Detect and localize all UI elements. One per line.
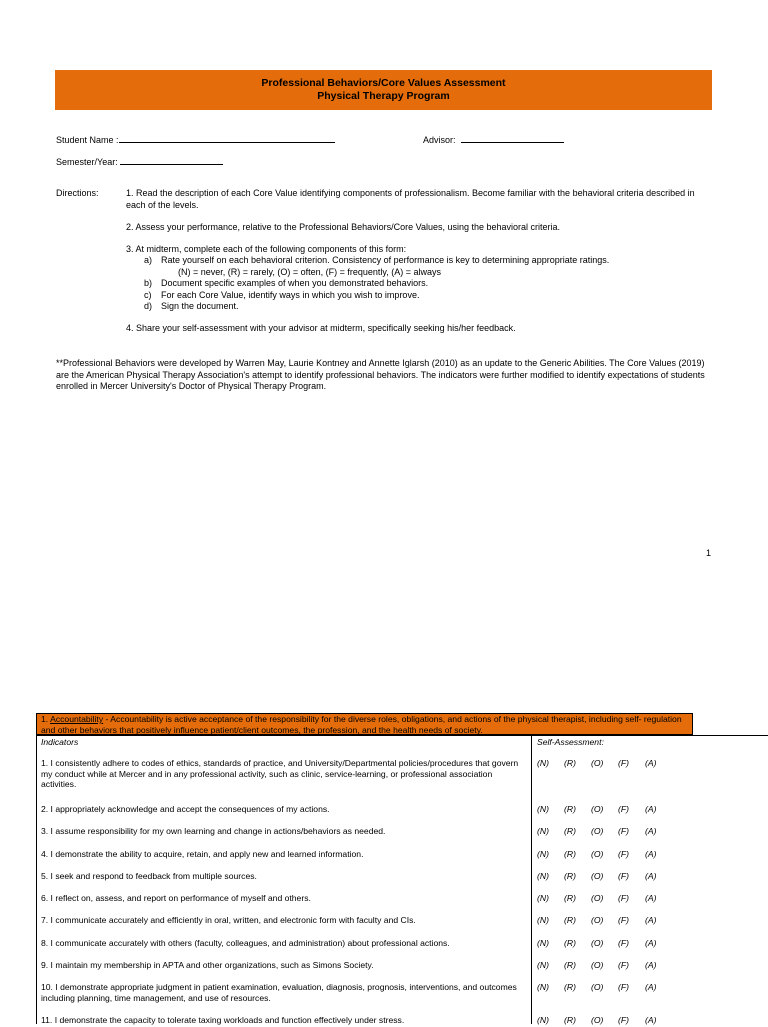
rating-n[interactable]: (N) bbox=[537, 982, 549, 992]
rating-o[interactable]: (O) bbox=[591, 982, 604, 992]
table-right-top-border bbox=[693, 735, 768, 736]
rating-r[interactable]: (R) bbox=[564, 1015, 576, 1025]
rating-options-7[interactable] bbox=[537, 915, 687, 927]
table-column-divider bbox=[531, 735, 532, 1024]
rating-r[interactable]: (R) bbox=[564, 893, 576, 903]
rating-o[interactable]: (O) bbox=[591, 893, 604, 903]
directions-sub-b-text: Document specific examples of when you demonstrated behaviors. bbox=[161, 278, 429, 288]
rating-a[interactable]: (A) bbox=[645, 1015, 657, 1025]
rating-r[interactable]: (R) bbox=[564, 758, 576, 768]
directions-sub-d-text: Sign the document. bbox=[161, 301, 239, 311]
rating-n[interactable]: (N) bbox=[537, 826, 549, 836]
rating-options-1[interactable] bbox=[537, 758, 687, 770]
rating-n[interactable]: (N) bbox=[537, 960, 549, 970]
directions-sub-a: a) Rate yourself on each behavioral criterion. Consistency of performance is key to determining appropriate ratings. bbox=[144, 255, 610, 265]
directions-sub-b: b) Document specific examples of when you demonstrated behaviors. bbox=[144, 278, 429, 288]
rating-f[interactable]: (F) bbox=[618, 826, 629, 836]
footnote: **Professional Behaviors were developed by Warren May, Laurie Kontney and Annette Iglarsh (2010) as an update to the Generic Abilities. The Core Values (2019) are the American Physical Therapy Association's attempt to identify professional behaviors. The indicators were further modified to identify expectations of students enrolled in Mercer University's Doctor of Physical Therapy Program. bbox=[56, 358, 705, 391]
directions-sublist bbox=[143, 255, 703, 313]
rating-a[interactable]: (A) bbox=[645, 804, 657, 814]
page-title: Professional Behaviors/Core Values Assessment bbox=[261, 77, 506, 89]
rating-o[interactable]: (O) bbox=[591, 849, 604, 859]
advisor-field[interactable] bbox=[423, 133, 564, 147]
rating-a[interactable]: (A) bbox=[645, 982, 657, 992]
rating-o[interactable]: (O) bbox=[591, 960, 604, 970]
rating-n[interactable]: (N) bbox=[537, 758, 549, 768]
rating-f[interactable]: (F) bbox=[618, 960, 629, 970]
title-banner bbox=[55, 70, 712, 110]
directions-item-2: 2. Assess your performance, relative to the Professional Behaviors/Core Values, using the behavioral criteria. bbox=[126, 222, 561, 232]
rating-f[interactable]: (F) bbox=[618, 893, 629, 903]
rating-o[interactable]: (O) bbox=[591, 826, 604, 836]
rating-options-5[interactable] bbox=[537, 871, 687, 883]
rating-options-6[interactable] bbox=[537, 893, 687, 905]
advisor-line[interactable] bbox=[461, 133, 564, 143]
indicator-row-1: 1. I consistently adhere to codes of ethics, standards of practice, and University/Departmental policies/procedures that govern my conduct while at Mercer and in any professional activity, such as clinic, service-learning, or professional association activities. bbox=[41, 758, 519, 789]
core-value-description: - Accountability is active acceptance of the responsibility for the diverse roles, obligations, and actions of the physical therapist, including self- regulation and other behaviors that positively influence patient/client outcomes, the profession, and the health needs of society. bbox=[41, 714, 682, 735]
rating-n[interactable]: (N) bbox=[537, 849, 549, 859]
rating-n[interactable]: (N) bbox=[537, 804, 549, 814]
table-left-border bbox=[36, 735, 37, 1024]
rating-a[interactable]: (A) bbox=[645, 893, 657, 903]
directions-label: Directions: bbox=[56, 188, 99, 198]
rating-options-2[interactable] bbox=[537, 804, 687, 816]
rating-o[interactable]: (O) bbox=[591, 804, 604, 814]
advisor-label: Advisor: bbox=[423, 135, 456, 145]
indicator-row-7: 7. I communicate accurately and efficiently in oral, written, and electronic form with faculty and CIs. bbox=[41, 915, 416, 925]
rating-a[interactable]: (A) bbox=[645, 960, 657, 970]
rating-a[interactable]: (A) bbox=[645, 849, 657, 859]
rating-options-9[interactable] bbox=[537, 960, 687, 972]
directions-sub-c: c) For each Core Value, identify ways in which you wish to improve. bbox=[144, 289, 420, 300]
rating-a[interactable]: (A) bbox=[645, 938, 657, 948]
rating-o[interactable]: (O) bbox=[591, 758, 604, 768]
rating-options-4[interactable] bbox=[537, 849, 687, 861]
rating-a[interactable]: (A) bbox=[645, 758, 657, 768]
page-subtitle: Physical Therapy Program bbox=[317, 90, 450, 102]
indicator-row-6: 6. I reflect on, assess, and report on performance of myself and others. bbox=[41, 893, 311, 903]
core-value-number: 1. bbox=[41, 714, 49, 724]
rating-r[interactable]: (R) bbox=[564, 915, 576, 925]
rating-a[interactable]: (A) bbox=[645, 871, 657, 881]
rating-f[interactable]: (F) bbox=[618, 915, 629, 925]
rating-scale-legend: (N) = never, (R) = rarely, (O) = often, (F) = frequently, (A) = always bbox=[178, 266, 441, 277]
student-name-field[interactable] bbox=[56, 133, 335, 147]
core-value-term: Accountability bbox=[50, 714, 104, 724]
rating-r[interactable]: (R) bbox=[564, 938, 576, 948]
rating-f[interactable]: (F) bbox=[618, 938, 629, 948]
student-name-line[interactable] bbox=[119, 133, 335, 143]
rating-f[interactable]: (F) bbox=[618, 804, 629, 814]
indicator-row-5: 5. I seek and respond to feedback from multiple sources. bbox=[41, 871, 257, 881]
accountability-header bbox=[36, 713, 693, 735]
table-top-border bbox=[36, 735, 768, 736]
rating-f[interactable]: (F) bbox=[618, 758, 629, 768]
rating-r[interactable]: (R) bbox=[564, 804, 576, 814]
rating-r[interactable]: (R) bbox=[564, 826, 576, 836]
rating-r[interactable]: (R) bbox=[564, 960, 576, 970]
indicator-row-9: 9. I maintain my membership in APTA and other organizations, such as Simons Society. bbox=[41, 960, 374, 970]
rating-a[interactable]: (A) bbox=[645, 826, 657, 836]
rating-f[interactable]: (F) bbox=[618, 1015, 629, 1025]
rating-f[interactable]: (F) bbox=[618, 849, 629, 859]
rating-n[interactable]: (N) bbox=[537, 915, 549, 925]
indicator-row-2: 2. I appropriately acknowledge and accept the consequences of my actions. bbox=[41, 804, 330, 814]
directions-item-3: 3. At midterm, complete each of the following components of this form: bbox=[126, 244, 407, 254]
rating-a[interactable]: (A) bbox=[645, 915, 657, 925]
rating-r[interactable]: (R) bbox=[564, 871, 576, 881]
indicator-row-3: 3. I assume responsibility for my own learning and change in actions/behaviors as needed. bbox=[41, 826, 386, 836]
rating-o[interactable]: (O) bbox=[591, 915, 604, 925]
page-number: 1 bbox=[706, 548, 712, 558]
indicator-row-10: 10. I demonstrate appropriate judgment in patient examination, evaluation, diagnosis, prognosis, interventions, and outcomes including planning, time management, and use of resources. bbox=[41, 982, 517, 1003]
directions-sub-d: d) Sign the document. bbox=[144, 301, 239, 311]
directions-sub-c-text: For each Core Value, identify ways in which you wish to improve. bbox=[161, 289, 420, 300]
rating-options-8[interactable] bbox=[537, 938, 687, 950]
rating-r[interactable]: (R) bbox=[564, 849, 576, 859]
semester-label: Semester/Year: bbox=[56, 157, 118, 167]
self-assessment-column-header: Self-Assessment: bbox=[537, 737, 604, 747]
rating-n[interactable]: (N) bbox=[537, 893, 549, 903]
rating-f[interactable]: (F) bbox=[618, 982, 629, 992]
directions-item-4: 4. Share your self-assessment with your advisor at midterm, specifically seeking his/her feedback. bbox=[126, 323, 516, 333]
rating-r[interactable]: (R) bbox=[564, 982, 576, 992]
indicator-row-4: 4. I demonstrate the ability to acquire, retain, and apply new and learned information. bbox=[41, 849, 364, 859]
semester-line[interactable] bbox=[120, 155, 223, 165]
indicator-row-11: 11. I demonstrate the capacity to tolerate taxing workloads and function effectively under stress. bbox=[41, 1015, 405, 1025]
rating-o[interactable]: (O) bbox=[591, 938, 604, 948]
rating-o[interactable]: (O) bbox=[591, 871, 604, 881]
rating-o[interactable]: (O) bbox=[591, 1015, 604, 1025]
rating-options-11[interactable] bbox=[537, 1015, 687, 1027]
rating-f[interactable]: (F) bbox=[618, 871, 629, 881]
directions-sub-a-text: Rate yourself on each behavioral criterion. Consistency of performance is key to determining appropriate ratings. bbox=[161, 255, 610, 265]
rating-n[interactable]: (N) bbox=[537, 871, 549, 881]
indicators-column-header: Indicators bbox=[41, 737, 79, 747]
directions-item-1: 1. Read the description of each Core Value identifying components of professionalism. Become familiar with the behavioral criteria described in each of the levels. bbox=[126, 188, 695, 210]
student-name-label: Student Name : bbox=[56, 135, 119, 145]
indicator-row-8: 8. I communicate accurately with others (faculty, colleagues, and administration) about professional actions. bbox=[41, 938, 450, 948]
rating-n[interactable]: (N) bbox=[537, 1015, 549, 1025]
rating-options-3[interactable] bbox=[537, 826, 687, 838]
rating-n[interactable]: (N) bbox=[537, 938, 549, 948]
rating-options-10[interactable] bbox=[537, 982, 687, 994]
semester-field[interactable] bbox=[56, 155, 223, 169]
